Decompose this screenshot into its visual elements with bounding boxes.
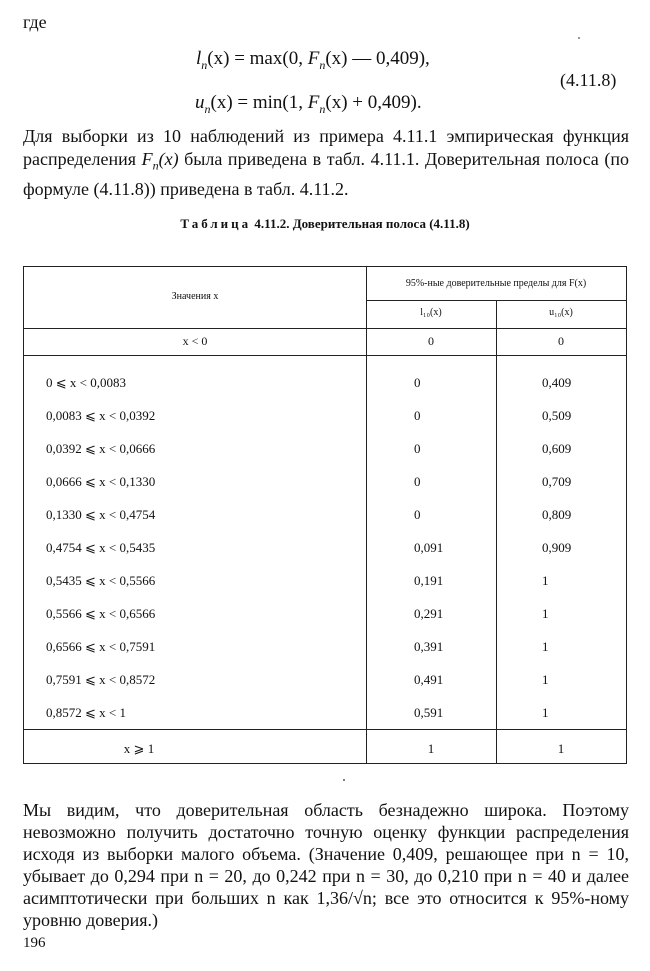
paragraph-1-before: Для выборки из 10 наблюдений из примера 4.11.1 эмпирическая функция распределения [23,126,629,169]
table-row-range: 0,0666 ⩽ x < 0,1330 [46,474,156,489]
table-row-l: 0,391 [414,639,444,654]
first-row-l: 0 [428,334,434,348]
formula-l-symbol: l [196,48,202,69]
table-row-l: 0,291 [414,606,444,621]
table-row-l: 0,091 [414,540,444,555]
table-row-range: 0,8572 ⩽ x < 1 [46,705,126,720]
formula-u-arg: (x) [210,92,233,113]
table-row-range: 0,7591 ⩽ x < 0,8572 [46,672,156,687]
table-row-range: 0,4754 ⩽ x < 0,5435 [46,540,156,555]
paragraph-1-func-arg: (x) [158,149,179,169]
header-values-x: Значения x [171,291,219,302]
table-row-u: 0,709 [542,474,572,489]
last-row-l: 1 [427,741,435,756]
paragraph-1-func: F [141,149,153,169]
table-row-u: 0,509 [542,408,572,423]
paragraph-1-after: была приведена в табл. 4.11.1. Доверительная полоса (по формуле (4.11.8)) приведена в табл. 4.11.2. [23,149,629,199]
formula-upper-bound [195,92,422,117]
last-row-range: x ⩾ 1 [123,741,155,756]
table-row-u: 1 [542,672,549,687]
intro-word: где [23,12,47,32]
table-caption-label: Таблица [180,216,252,231]
table-row-u: 0,809 [542,507,572,522]
header-l10: l₁₀(x) [420,307,442,318]
table-row-l: 0,491 [414,672,444,687]
formula-l-rest: (x) — 0,409), [325,48,430,69]
table-caption [0,216,650,232]
table-row-u: 1 [542,705,549,720]
formula-u-sub: n [204,101,211,116]
table-row-l: 0 [414,474,421,489]
table-row-l: 0 [414,441,421,456]
formula-u-rest: (x) + 0,409). [325,92,422,113]
table-hline-last-row-top [24,729,626,730]
table-row-u: 1 [542,606,549,621]
table-caption-rest: 4.11.2. Доверительная полоса (4.11.8) [251,216,470,231]
table-row-l: 0 [414,507,421,522]
table-vline-2-body [496,355,497,763]
table-row-u: 1 [542,639,549,654]
table-row-l: 0 [414,408,421,423]
scan-speck [578,37,580,39]
table-row-u: 0,609 [542,441,572,456]
header-confidence-limits: 95%-ные доверительные пределы для F(x) [405,278,587,289]
table-row-u: 0,909 [542,540,572,555]
table-row-range: 0,6566 ⩽ x < 0,7591 [46,639,156,654]
formula-l-Fsub: n [319,57,326,72]
table-hline-header-bottom [24,328,626,329]
table-hline-first-row-bottom [24,355,626,356]
table-row-l: 0 [414,375,421,390]
header-u10: u₁₀(x) [549,307,573,318]
formula-u-eq: = min(1, [232,92,308,113]
formula-u-Fsub: n [319,101,326,116]
table-hline-header-split [366,300,626,301]
formula-l-F: F [307,48,320,69]
table-row-l: 0,191 [414,573,444,588]
formula-lower-bound [196,48,430,73]
equation-number: (4.11.8) [560,70,617,90]
last-row-u: 1 [557,741,565,756]
confidence-band-table [23,266,627,764]
formula-l-sub: n [201,57,208,72]
first-row-range: x < 0 [182,334,208,348]
table-row-u: 0,409 [542,375,572,390]
first-row-u: 0 [558,334,564,348]
scan-speck [343,779,345,781]
table-row-range: 0,0392 ⩽ x < 0,0666 [46,441,156,456]
formula-u-symbol: u [195,92,205,113]
table-row-range: 0,0083 ⩽ x < 0,0392 [46,408,156,423]
table-row-range: 0,5566 ⩽ x < 0,6566 [46,606,156,621]
table-row-range: 0,5435 ⩽ x < 0,5566 [46,573,156,588]
paragraph-1-func-sub: n [152,158,159,173]
page-number: 196 [23,935,46,951]
table-row-range: 0 ⩽ x < 0,0083 [46,375,126,390]
table-row-range: 0,1330 ⩽ x < 0,4754 [46,507,156,522]
table-vline-1-body [366,355,367,763]
formula-l-arg: (x) [207,48,230,69]
table-row-l: 0,591 [414,705,444,720]
table-row-u: 1 [542,573,549,588]
formula-l-eq: = max(0, [229,48,308,69]
paragraph-1 [23,125,629,201]
formula-u-F: F [307,92,320,113]
paragraph-2: Мы видим, что доверительная область безнадежно широка. Поэтому невозможно получить достаточно точную оценку функции распределения исходя из выборки малого объема. (Значение 0,409, решающее при n = 10, убывает до 0,294 при n = 20, до 0,242 при n = 30, до 0,210 при n = 40 и далее асимптотически при больших n как 1,36/√n; все это относится к 95%-ному уровню доверия.) [23,800,629,930]
